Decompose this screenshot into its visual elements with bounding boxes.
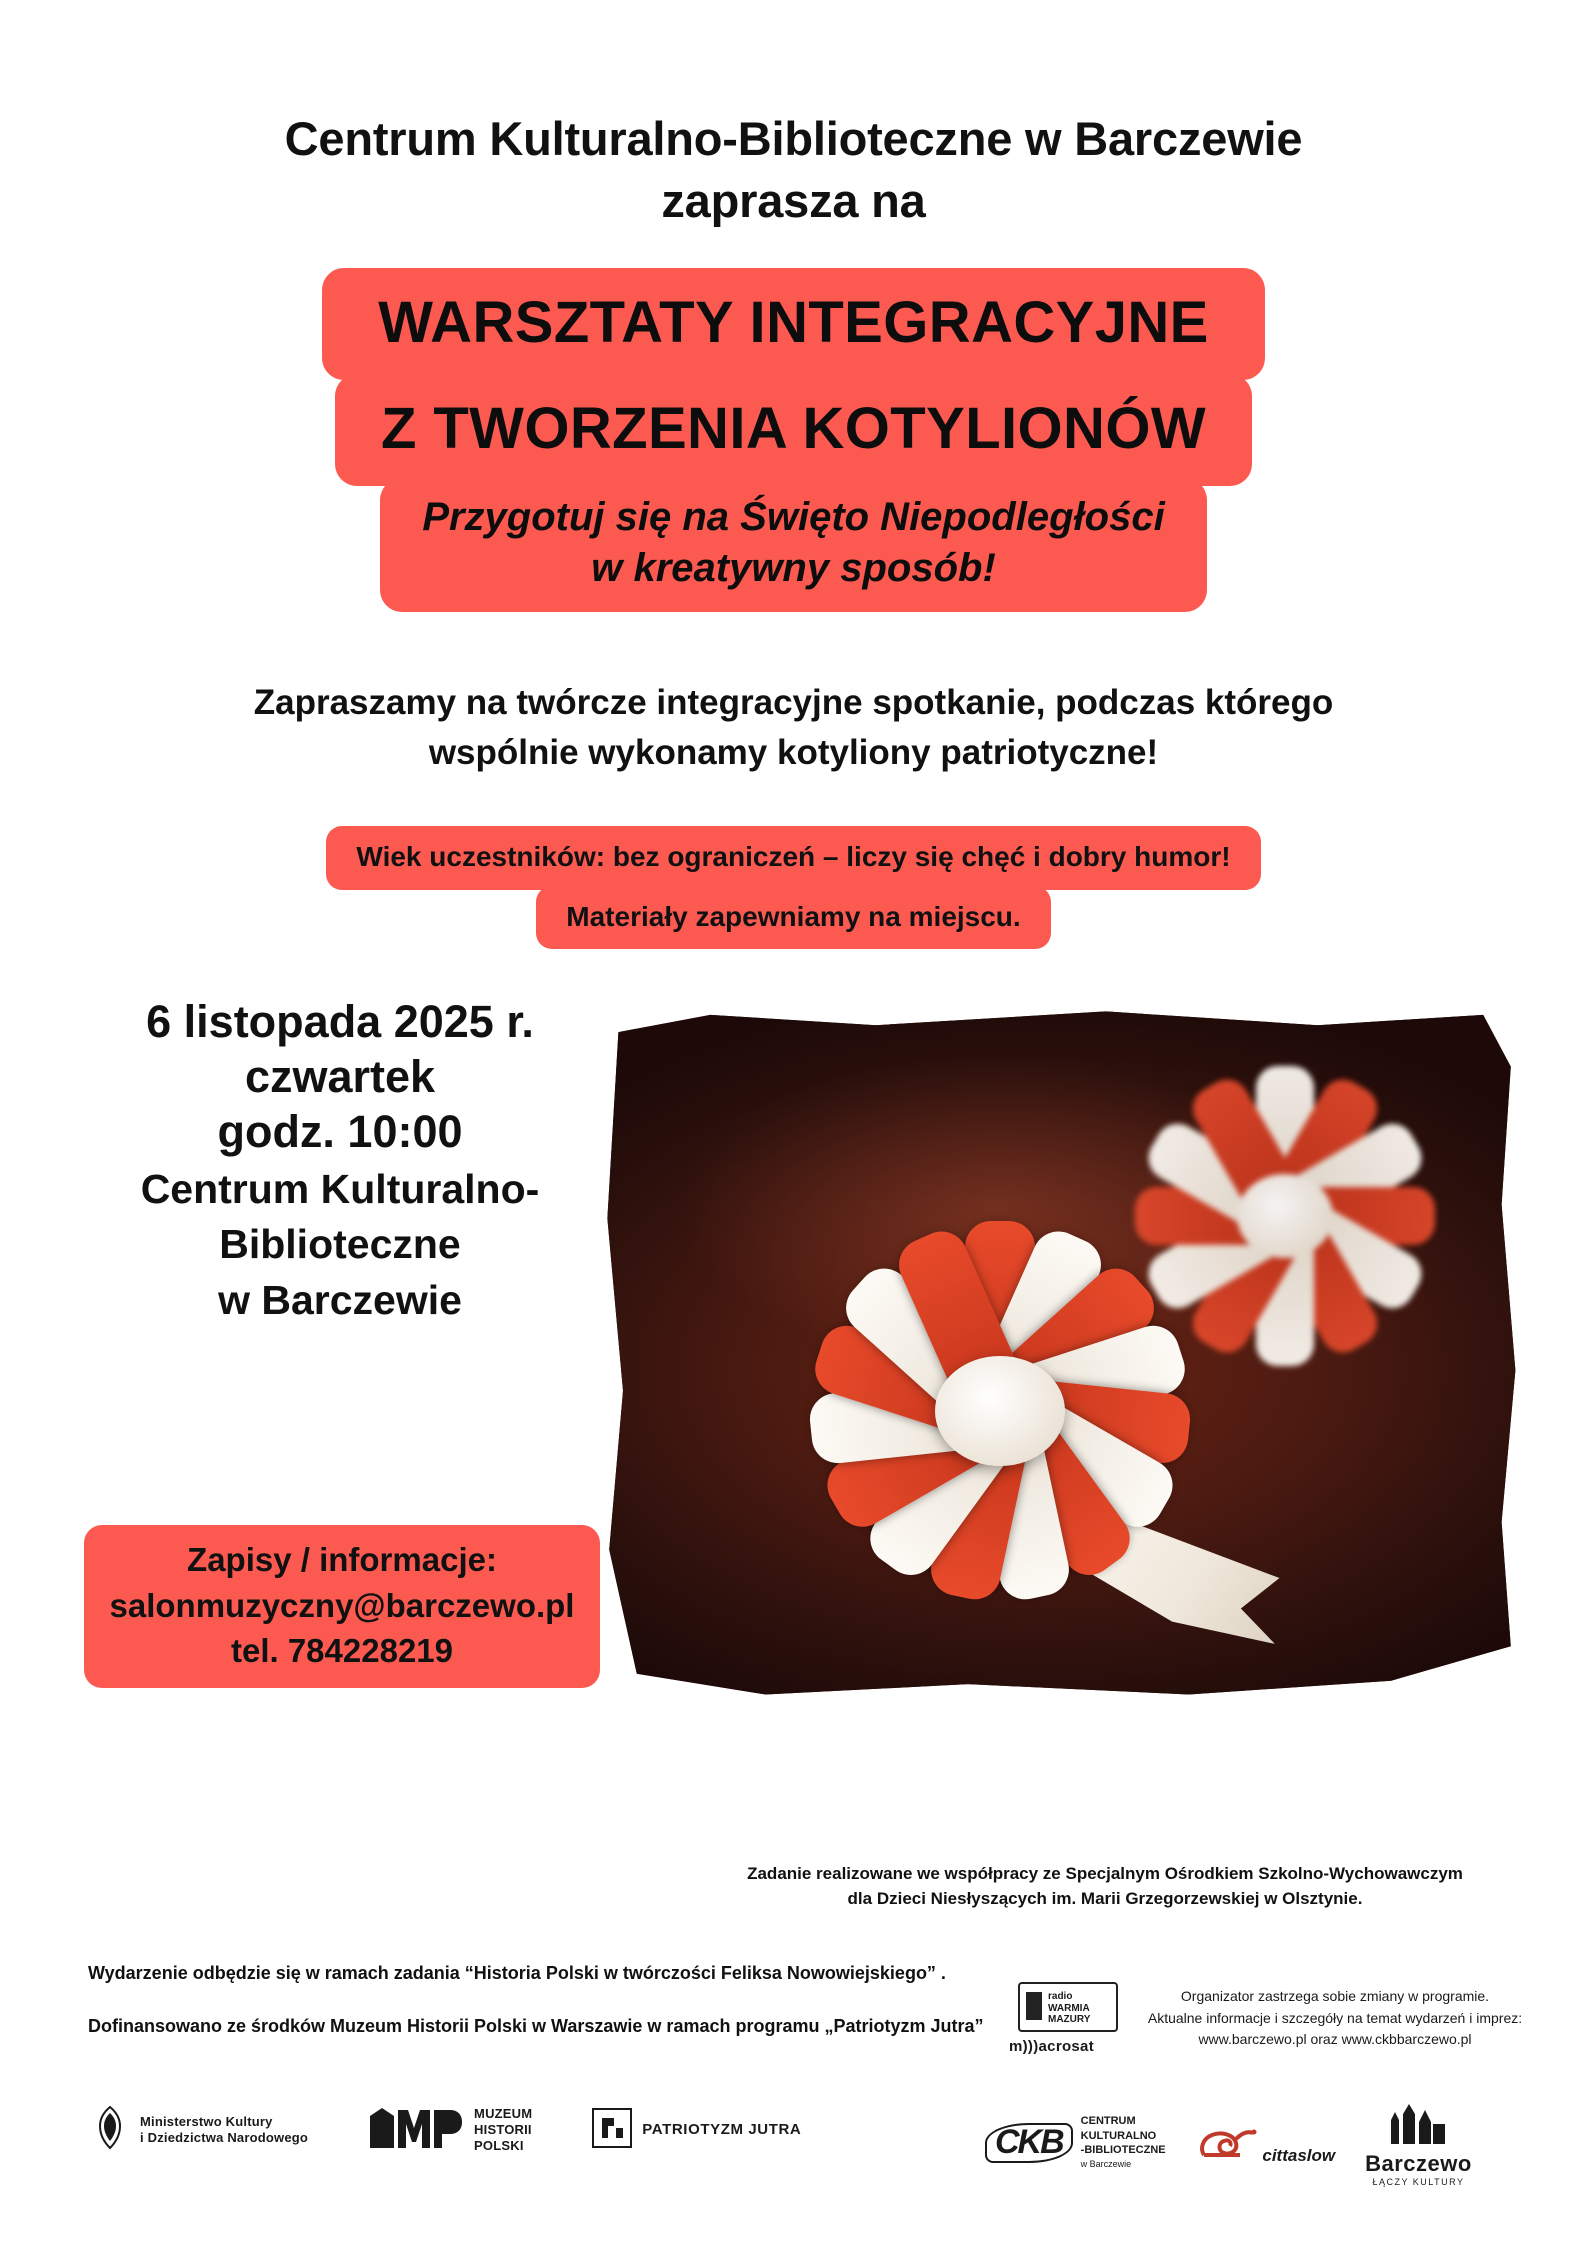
- logo-ministerstwo-kultury-text: [140, 2114, 308, 2147]
- organizer-note-line-2: Aktualne informacje i szczegóły na temat wydarzeń i imprez:: [1147, 2009, 1523, 2026]
- details-and-photo: [0, 995, 1587, 1670]
- kotylion-primary: [790, 1201, 1210, 1621]
- event-place-line-3: w Barczewie: [218, 1276, 462, 1323]
- town-skyline-icon: [1385, 2133, 1451, 2150]
- ckb-line-2: KULTURALNO: [1080, 2129, 1157, 2142]
- contact-block: [52, 1525, 632, 1688]
- event-time: godz. 10:00: [217, 1106, 463, 1158]
- event-details: [60, 995, 620, 1325]
- mhp-line-2: HISTORII: [474, 2121, 532, 2137]
- subtitle-line-2: w kreatywny sposób!: [591, 546, 996, 591]
- header-line-2: zaprasza na: [661, 174, 926, 228]
- footer-note-1: Wydarzenie odbędzie się w ramach zadania “Historia Polski w twórczości Feliksa Nowowiejskiego” .: [88, 1963, 946, 1983]
- radio-name-3: MAZURY: [1048, 2014, 1091, 2025]
- logo-barczewo: [1365, 2100, 1472, 2187]
- eagle-icon: [90, 2104, 130, 2157]
- ckb-line-1: CENTRUM: [1080, 2115, 1136, 2128]
- footer-note-2: Dofinansowano ze środków Muzeum Historii Polski w Warszawie w ramach programu „Patriotyzm Jutra”: [88, 2016, 984, 2036]
- contact-band: [84, 1525, 601, 1688]
- logo-radio-warmia-mazury: [1003, 1982, 1133, 2055]
- footer-logos-right: [985, 2088, 1545, 2198]
- partner-note-line-1: Zadanie realizowane we współpracy ze Specjalnym Ośrodkiem Szkolno-Wychowawczym: [747, 1864, 1463, 1883]
- poster-header: [0, 0, 1587, 232]
- ckb-monogram-icon: CKB: [985, 2123, 1073, 2163]
- ckb-line-4: w Barczewie: [1080, 2159, 1132, 2170]
- mhp-line-3: POLSKI: [474, 2138, 524, 2154]
- mhp-line-1: MUZEUM: [474, 2105, 533, 2121]
- radio-name-2: WARMIA: [1048, 2002, 1090, 2014]
- radio-name-1: radio: [1048, 1991, 1073, 2002]
- logo-ministerstwo-kultury: [90, 2104, 308, 2157]
- description-line-2: wspólnie wykonamy kotyliony patriotyczne!: [428, 733, 1159, 773]
- ckb-line-3: -BIBLIOTECZNE: [1080, 2144, 1166, 2156]
- contact-email[interactable]: salonmuzyczny@barczewo.pl: [109, 1586, 575, 1624]
- event-weekday: czwartek: [244, 1051, 436, 1103]
- logo-cittaslow: [1196, 2121, 1335, 2166]
- partner-note-line-2: dla Dzieci Niesłyszących im. Marii Grzegorzewskiej w Olsztynie.: [847, 1888, 1363, 1908]
- patriotyzm-jutra-mark-icon: [592, 2108, 632, 2153]
- kotylion-photo: [600, 1011, 1520, 1701]
- event-place-line-2: Biblioteczne: [219, 1221, 461, 1268]
- contact-phone[interactable]: tel. 784228219: [230, 1632, 454, 1670]
- snail-icon: [1196, 2146, 1263, 2165]
- title-line-2: Z TWORZENIA KOTYLIONÓW: [335, 374, 1252, 486]
- mkidn-line-1: Ministerstwo Kultury: [140, 2113, 273, 2129]
- subtitle-block: [380, 478, 1206, 612]
- poster-footer: [0, 1960, 1587, 2187]
- logo-mhp-text: [474, 2106, 532, 2155]
- title-block: [0, 268, 1587, 612]
- logo-ckb-barczewo: [985, 2114, 1166, 2171]
- ckb-text: [1081, 2114, 1166, 2171]
- description-line-1: Zapraszamy na twórcze integracyjne spotkanie, podczas którego: [253, 683, 1334, 723]
- partner-note: [690, 1862, 1520, 1911]
- info-block: [0, 826, 1587, 950]
- footer-logos-left: [90, 2070, 970, 2190]
- event-date: 6 listopada 2025 r.: [146, 996, 534, 1048]
- radio-logo-bar-icon: [1026, 1992, 1042, 2020]
- footer-notes: [88, 1960, 1091, 2040]
- description-block: [0, 678, 1587, 777]
- event-place-line-1: Centrum Kulturalno-: [140, 1166, 540, 1213]
- organizer-note-line-3: www.barczewo.pl oraz www.ckbbarczewo.pl: [1198, 2031, 1472, 2048]
- header-line-1: Centrum Kulturalno-Biblioteczne w Barczewie: [284, 112, 1303, 165]
- organizer-note: [1145, 1986, 1525, 2051]
- logo-muzeum-historii-polski: [368, 2106, 532, 2155]
- title-line-1: WARSZTATY INTEGRACYJNE: [322, 268, 1265, 380]
- radio-logo-text: [1048, 1991, 1090, 2026]
- organizer-note-line-1: Organizator zastrzega sobie zmiany w programie.: [1180, 1988, 1490, 2004]
- logo-patriotyzm-jutra: [592, 2108, 801, 2153]
- barczewo-tagline: ŁĄCZY KULTURY: [1372, 2176, 1465, 2187]
- contact-label: Zapisy / informacje:: [187, 1541, 497, 1579]
- signal-icon: m))): [1009, 2038, 1039, 2055]
- info-line-2: Materiały zapewniamy na miejscu.: [536, 886, 1050, 950]
- radio-logo-box: [1018, 1982, 1118, 2032]
- info-line-1: Wiek uczestników: bez ograniczeń – liczy się chęć i dobry humor!: [326, 826, 1260, 890]
- subtitle-line-1: Przygotuj się na Święto Niepodległości: [422, 495, 1165, 540]
- cittaslow-text: cittaslow: [1262, 2145, 1336, 2165]
- logo-patriotyzm-jutra-text: PATRIOTYZM JUTRA: [642, 2120, 802, 2138]
- mkidn-line-2: i Dziedzictwa Narodowego: [140, 2130, 309, 2145]
- acrosat-label: [1009, 2038, 1094, 2055]
- acrosat-text: acrosat: [1038, 2038, 1094, 2055]
- mhp-mark-icon: [368, 2106, 464, 2155]
- barczewo-name: Barczewo: [1365, 2150, 1472, 2176]
